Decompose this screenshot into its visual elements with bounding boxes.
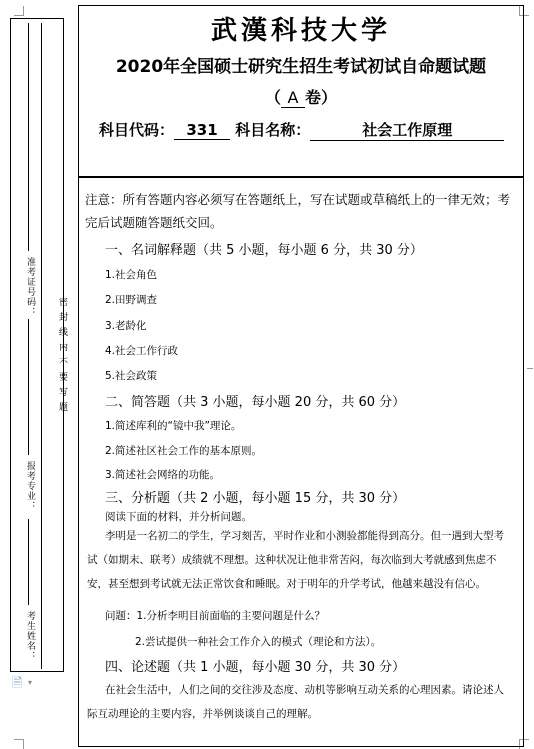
exam-body	[78, 177, 524, 747]
subject-name-label: 科目名称：	[235, 121, 311, 139]
exam-header	[78, 5, 524, 177]
question-item: 3.老龄化	[105, 320, 147, 332]
question-item: 2.尝试提供一种社会工作介入的模式（理论和方法）。	[135, 636, 382, 648]
section-intro: 阅读下面的材料，并分析问题。	[105, 511, 252, 523]
question-item: 3.简述社会网络的功能。	[105, 469, 221, 481]
exam-id-label: 准考证号码：	[25, 257, 35, 317]
section-title: 三、分析题（共 2 小题，每小题 15 分，共 30 分）	[105, 491, 406, 506]
name-label: 考生姓名：	[25, 611, 35, 661]
crop-mark-right	[527, 368, 533, 375]
university-name: 武漢科技大学	[210, 16, 391, 46]
question-item: 5.社会政策	[105, 370, 158, 382]
binding-line	[28, 519, 29, 605]
binding-line	[28, 23, 29, 251]
paper-suffix: 卷）	[305, 88, 338, 107]
exam-title: 2020年全国硕士研究生招生考试初试自命题试题	[115, 57, 487, 77]
section-title: 一、名词解释题（共 5 小题，每小题 6 分，共 30 分）	[105, 243, 423, 258]
section-title: 二、简答题（共 3 小题，每小题 20 分，共 60 分）	[105, 395, 406, 410]
seal-line	[41, 23, 42, 669]
section-title: 四、论述题（共 1 小题，每小题 30 分，共 30 分）	[105, 660, 406, 675]
crop-mark-top-left	[14, 6, 24, 16]
essay-prompt: 在社会生活中，人们之间的交往涉及态度、动机等影响互动关系的心理因素。请论述人际互动理论的主要内容，并举例谈谈自己的理解。	[87, 684, 504, 720]
crop-mark-bottom-left	[14, 739, 24, 749]
exam-notice: 注意：所有答题内容必须写在答题纸上，写在试题或草稿纸上的一律无效；考完后试题随答题纸交回。	[85, 192, 511, 230]
question-item: 1.社会角色	[105, 269, 158, 281]
document-icon[interactable]: 🗎	[12, 676, 23, 691]
question-item: 1.简述库利的“镜中我”理论。	[105, 420, 242, 432]
binding-line	[28, 319, 29, 455]
paper-version	[79, 85, 523, 108]
seal-warning: 密封线内不要写题	[57, 297, 67, 417]
subject-code: 331	[174, 121, 230, 140]
binding-strip	[10, 18, 67, 672]
paper-prefix: （	[264, 88, 281, 107]
question-item: 2.田野调查	[105, 294, 158, 306]
paper-letter: A	[281, 88, 305, 108]
question-item: 2.简述社区社会工作的基本原则。	[105, 445, 263, 457]
subject-code-label: 科目代码：	[99, 121, 175, 139]
subject-name: 社会工作原理	[310, 119, 504, 141]
major-label: 报考专业：	[25, 461, 35, 511]
question-item: 4.社会工作行政	[105, 345, 179, 357]
subject-line	[99, 119, 504, 141]
chevron-down-icon[interactable]: ▾	[28, 678, 33, 687]
case-passage: 李明是一名初二的学生，学习刻苦，平时作业和小测验都能得到高分。但一遇到大型考试（如期末、联考）成绩就不理想。这种状况让他非常苦闷，每次临到大考就感到焦虑不安，甚至想到考试就无法正常饮食和睡眠。对于明年的升学考试，他越来越没有信心。	[87, 530, 504, 590]
question-item: 问题：1.分析李明目前面临的主要问题是什么？	[105, 610, 326, 622]
